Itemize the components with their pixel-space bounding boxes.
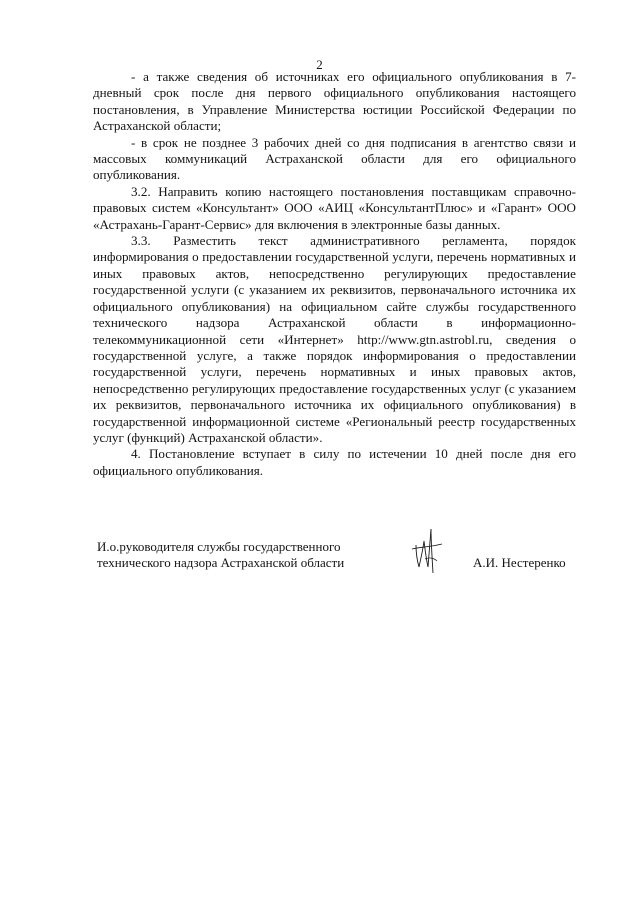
handwritten-signature xyxy=(410,527,444,575)
signatory-title-line-1: И.о.руководителя службы государственного xyxy=(97,539,341,554)
paragraph-4: 4. Постановление вступает в силу по истечении 10 дней после дня его официального опубликования. xyxy=(93,446,576,478)
document-body xyxy=(93,69,576,479)
signatory-title xyxy=(97,539,397,571)
signatory-title-line-2: технического надзора Астраханской области xyxy=(97,555,345,570)
signatory-name: А.И. Нестеренко xyxy=(473,555,566,570)
paragraph-3-2: 3.2. Направить копию настоящего постановления поставщикам справочно-правовых систем «Консультант» ООО «АИЦ «КонсультантПлюс» и «Гарант» ООО «Астрахань-Гарант-Сервис» для включения в электронные базы данных. xyxy=(93,183,576,232)
paragraph-agency-submission: - в срок не позднее 3 рабочих дней со дня подписания в агентство связи и массовых коммуникаций Астраханской области для его официального опубликования. xyxy=(93,134,576,183)
signature-block xyxy=(97,539,577,584)
paragraph-3-3: 3.3. Разместить текст административного регламента, порядок информирования о предоставлении государственной услуги, перечень нормативных и иных правовых актов, непосредственно регулирующих предоставление государственной услуги (с указанием их реквизитов, первоначального источника их официального опубликования) на официальном сайте службы государственного технического надзора Астраханской области в информационно-телекоммуникационной сети «Интернет» http://www.gtn.astrobl.ru, сведения о государственной услуге, а также порядок информирования о предоставлении государственной услуги, перечень нормативных и иных правовых актов, непосредственно регулирующих предоставление государственных услуг (с указанием их реквизитов, первоначального источника их официального опубликования) в государственной информационной системе «Региональный реестр государственных услуг (функций) Астраханской области». xyxy=(93,233,576,445)
paragraph-publication-sources: - а также сведения об источниках его официального опубликования в 7-дневный срок после дня первого официального опубликования настоящего постановления, в Управление Министерства юстиции Российской Федерации по Астраханской области; xyxy=(93,69,576,134)
page-number: 2 xyxy=(316,57,323,72)
